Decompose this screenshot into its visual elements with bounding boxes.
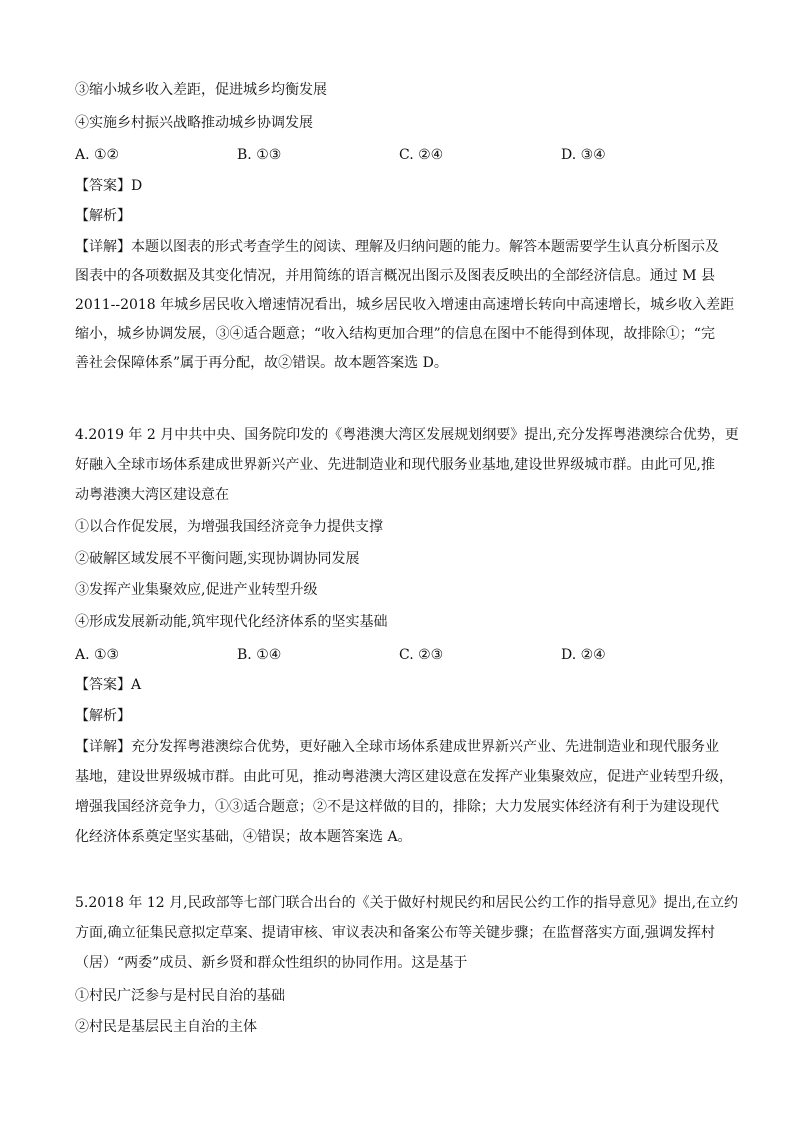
detail-line: 缩小，城乡协调发展，③④适合题意；“收入结构更加合理”的信息在图中不能得到体现，故排除①；“完: [75, 326, 715, 342]
detail-line: 增强我国经济竞争力，①③适合题意；②不是这样做的目的，排除；大力发展实体经济有利于为建设现代: [75, 799, 719, 815]
option-a: A. ①③: [75, 647, 120, 663]
stem-line: 方面,确立征集民意拟定草案、提请审核、审议表决和备案公布等关键步骤；在监督落实方面,强调发挥村: [75, 925, 715, 941]
detail-line: 基地，建设世界级城市群。由此可见，推动粤港澳大湾区建设意在发挥产业集聚效应，促进产业转型升级，: [75, 769, 733, 785]
choice-2: ②破解区域发展不平衡问题,实现协调协同发展: [75, 551, 360, 567]
choice-3: ③缩小城乡收入差距，促进城乡均衡发展: [75, 82, 327, 98]
option-a: A. ①②: [75, 147, 120, 163]
answer-line: 【答案】A: [75, 677, 142, 693]
stem-line: 动粤港澳大湾区建设意在: [75, 487, 229, 503]
stem-line: 4.2019 年 2 月中共中央、国务院印发的《粤港澳大湾区发展规划纲要》提出,充分发挥粤港澳综合优势，更: [75, 427, 739, 443]
analysis-label: 【解析】: [75, 708, 131, 724]
detail-line: 【详解】充分发挥粤港澳综合优势，更好融入全球市场体系建成世界新兴产业、先进制造业和现代服务业: [75, 739, 719, 755]
option-d: D. ②④: [561, 647, 606, 663]
choice-2: ②村民是基层民主自治的主体: [75, 1019, 257, 1035]
option-b: B. ①③: [237, 147, 282, 163]
analysis-label: 【解析】: [75, 208, 131, 224]
detail-line: 图表中的各项数据及其变化情况，并用简练的语言概况出图示及图表反映出的全部经济信息。通过 M 县: [75, 268, 715, 284]
choice-4: ④实施乡村振兴战略推动城乡协调发展: [75, 115, 313, 131]
choice-1: ①村民广泛参与是村民自治的基础: [75, 988, 285, 1004]
question-5-stem: [75, 893, 739, 973]
option-c: C. ②③: [399, 647, 444, 663]
choice-3: ③发挥产业集聚效应,促进产业转型升级: [75, 582, 318, 598]
option-b: B. ①④: [237, 647, 282, 663]
detail-line: 【详解】本题以图表的形式考查学生的阅读、理解及归纳问题的能力。解答本题需要学生认真分析图示及: [75, 239, 719, 255]
answer-options: [75, 145, 715, 165]
answer-line: 【答案】D: [75, 178, 143, 194]
detail-line: 2011--2018 年城乡居民收入增速情况看出，城乡居民收入增速由高速增长转向中高速增长，城乡收入差距: [75, 297, 735, 313]
option-d: D. ③④: [561, 147, 606, 163]
detail-paragraph: [75, 737, 733, 847]
option-c: C. ②④: [399, 147, 444, 163]
detail-paragraph: [75, 237, 735, 373]
detail-line: 善社会保障体系”属于再分配，故②错误。故本题答案选 D。: [75, 355, 448, 371]
question-4-stem: [75, 425, 739, 505]
choice-1: ①以合作促发展，为增强我国经济竞争力提供支撑: [75, 519, 383, 535]
stem-line: 5.2018 年 12 月,民政部等七部门联合出台的《关于做好村规民约和居民公约工作的指导意见》提出,在立约: [75, 895, 739, 911]
answer-options: [75, 645, 715, 665]
stem-line: 好融入全球市场体系建成世界新兴产业、先进制造业和现代服务业基地,建设世界级城市群。由此可见,推: [75, 457, 715, 473]
choice-4: ④形成发展新动能,筑牢现代化经济体系的坚实基础: [75, 614, 388, 630]
stem-line: （居）“两委”成员、新乡贤和群众性组织的协同作用。这是基于: [75, 955, 468, 971]
detail-line: 化经济体系奠定坚实基础，④错误；故本题答案选 A。: [75, 829, 412, 845]
